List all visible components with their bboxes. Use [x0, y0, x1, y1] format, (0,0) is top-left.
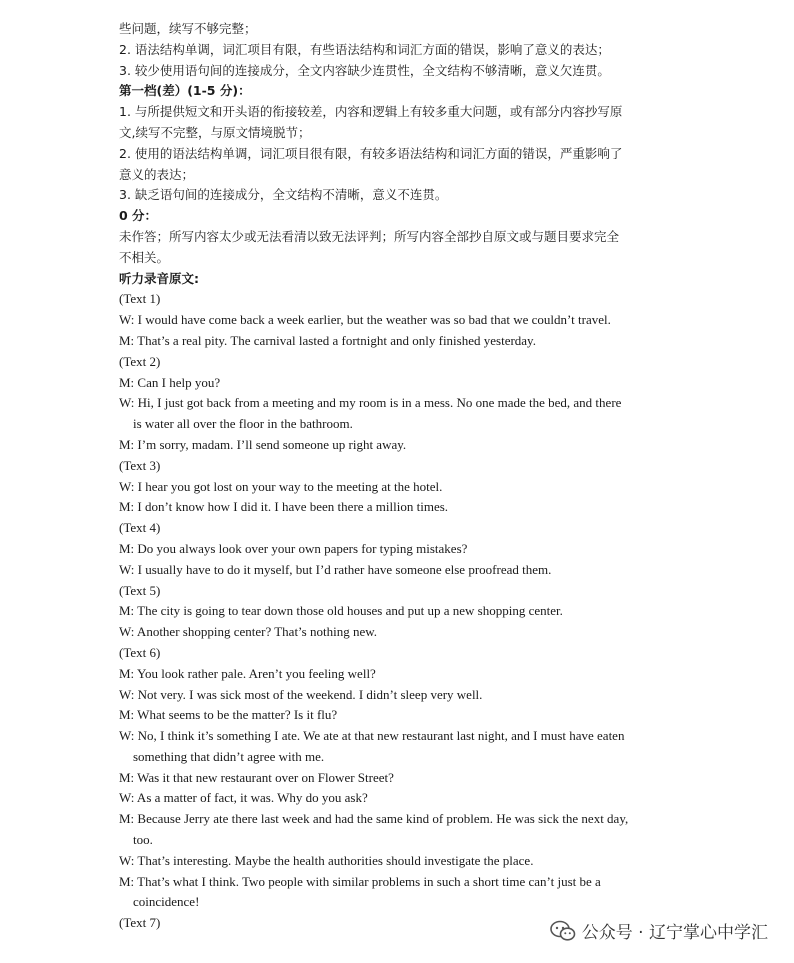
transcript-line: M: Can I help you? — [119, 374, 221, 390]
transcript-line: W: I usually have to do it myself, but I’d rather have someone else proofread them. — [119, 561, 552, 577]
zero-section — [119, 206, 679, 268]
transcript-section — [119, 269, 679, 935]
transcript-line: something that didn’t agree with me. — [133, 748, 325, 764]
transcript-line: M: I don’t know how I did it. I have been there a million times. — [119, 499, 449, 515]
watermark — [550, 918, 768, 943]
tier1-line: 意义的表达； — [119, 166, 195, 182]
scoring-line: 2. 语法结构单调，词汇项目有限，有些语法结构和词汇方面的错误，影响了意义的表达； — [119, 41, 610, 57]
document-page — [119, 19, 679, 934]
zero-heading: 0 分： — [119, 208, 158, 224]
transcript-line: W: Another shopping center? That’s nothing new. — [119, 624, 378, 640]
transcript-line: W: As a matter of fact, it was. Why do you ask? — [119, 790, 368, 806]
transcript-text-label: (Text 3) — [119, 457, 161, 473]
transcript-line: M: What seems to be the matter? Is it flu? — [119, 707, 338, 723]
transcript-line: W: I hear you got lost on your way to the meeting at the hotel. — [119, 478, 443, 494]
transcript-line: W: Hi, I just got back from a meeting and my room is in a mess. No one made the bed, and there — [119, 395, 622, 411]
scoring-line: 些问题，续写不够完整； — [119, 21, 257, 36]
transcript-line: is water all over the floor in the bathroom. — [133, 416, 353, 432]
transcript-lines — [119, 289, 679, 934]
transcript-line: W: Not very. I was sick most of the weekend. I didn’t sleep very well. — [119, 686, 483, 702]
transcript-line: M: Was it that new restaurant over on Flower Street? — [119, 769, 394, 785]
transcript-text-label: (Text 7) — [119, 915, 161, 931]
wechat-official-account-icon — [550, 920, 576, 942]
transcript-line: M: You look rather pale. Aren’t you feeling well? — [119, 665, 376, 681]
watermark-text: 公众号 · 辽宁掌心中学汇 — [581, 923, 768, 943]
tier1-line: 文,续写不完整，与原文情境脱节； — [119, 124, 311, 140]
tier1-section — [119, 81, 679, 206]
transcript-line: W: That’s interesting. Maybe the health authorities should investigate the place. — [119, 852, 534, 868]
tier1-line: 3. 缺乏语句间的连接成分，全文结构不清晰，意义不连贯。 — [119, 187, 448, 203]
transcript-text-label: (Text 5) — [119, 582, 161, 598]
zero-line: 不相关。 — [119, 249, 170, 265]
tier1-line: 1. 与所提供短文和开头语的衔接较差，内容和逻辑上有较多重大问题，或有部分内容抄写原 — [119, 104, 623, 120]
tier1-line: 2. 使用的语法结构单调，词汇项目很有限，有较多语法结构和词汇方面的错误，严重影响了 — [119, 145, 623, 161]
transcript-line: too. — [133, 832, 153, 848]
zero-line: 未作答；所写内容太少或无法看清以致无法评判；所写内容全部抄自原文或与题目要求完全 — [119, 228, 620, 244]
transcript-line: M: Because Jerry ate there last week and had the same kind of problem. He was sick the next day, — [119, 811, 629, 827]
transcript-line: M: The city is going to tear down those old houses and put up a new shopping center. — [119, 603, 563, 619]
transcript-line: M: That’s a real pity. The carnival lasted a fortnight and only finished yesterday. — [119, 332, 536, 348]
transcript-text-label: (Text 2) — [119, 353, 161, 369]
transcript-text-label: (Text 1) — [119, 291, 161, 307]
transcript-line: M: Do you always look over your own papers for typing mistakes? — [119, 540, 468, 556]
transcript-line: W: No, I think it’s something I ate. We ate at that new restaurant last night, and I must have eaten — [119, 728, 625, 744]
transcript-heading: 听力录音原文: — [119, 270, 199, 286]
transcript-line: W: I would have come back a week earlier, but the weather was so bad that we couldn’t travel. — [119, 312, 611, 328]
transcript-text-label: (Text 4) — [119, 520, 161, 536]
transcript-line: coincidence! — [133, 894, 200, 910]
transcript-text-label: (Text 6) — [119, 644, 161, 660]
transcript-line: M: I’m sorry, madam. I’ll send someone up right away. — [119, 436, 407, 452]
scoring-continued — [119, 19, 679, 81]
transcript-line: M: That’s what I think. Two people with similar problems in such a short time can’t just be a — [119, 873, 601, 889]
scoring-line: 3. 较少使用语句间的连接成分，全文内容缺少连贯性，全文结构不够清晰，意义欠连贯。 — [119, 62, 610, 78]
tier1-heading: 第一档(差）(1-5 分)： — [119, 83, 251, 99]
